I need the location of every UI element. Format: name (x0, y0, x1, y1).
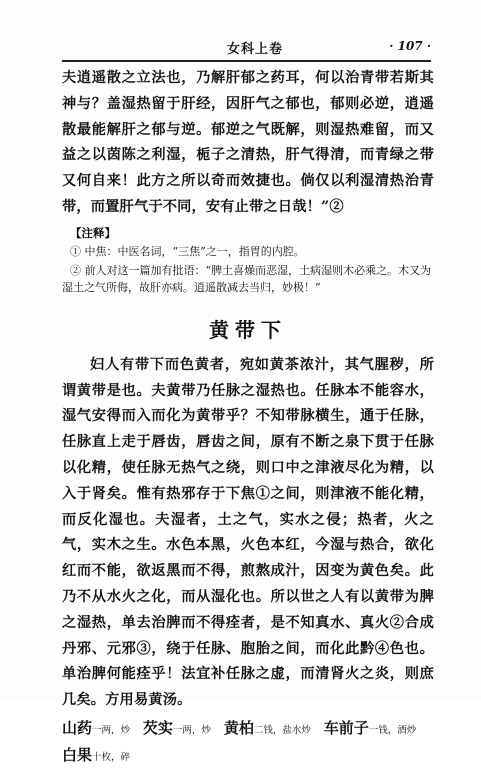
herb-dose: 二钱，盐水炒 (253, 724, 311, 736)
herb-dose: 一两，炒 (92, 724, 131, 736)
page-number: · 107 · (389, 39, 431, 53)
formula-list (62, 716, 434, 770)
formula-item (223, 718, 319, 737)
continuation-paragraph: 夫逍遥散之立法也，乃解肝郁之药耳，何以治青带若斯其神与？盖湿热留于肝经，因肝气之郁也，郁则必逆，逍遥散最能解肝之郁与逆。郁逆之气既解，则湿热难留，而又益之以茵陈之利湿，栀子之清热，肝气得清，而青绿之带又何自来！此方之所以奇而效捷也。倘仅以利湿清热治青带，而置肝气于不同，安有止带之日哉！”② (62, 70, 434, 215)
herb-name: 黄柏 (223, 718, 254, 737)
formula-item (142, 718, 219, 737)
page-header (62, 36, 431, 58)
notes-label: 【注释】 (70, 225, 116, 240)
page-body (62, 66, 434, 770)
herb-name: 芡实 (142, 718, 173, 737)
herb-name: 白果 (62, 745, 93, 764)
formula-item (62, 745, 138, 764)
herb-name: 山药 (62, 718, 93, 737)
section-paragraph: 妇人有带下而色黄者，宛如黄茶浓汁，其气腥秽，所谓黄带是也。夫黄带乃任脉之湿热也。任脉本不能容水，湿气安得而入而化为黄带乎？不知带脉横生，通于任脉，任脉直上走于唇齿，唇齿之间，原有不断之泉下贯于任脉以化精，使任脉无热气之绕，则口中之津液尽化为精，以入于肾矣。惟有热邪存于下焦①之间，则津液不能化精，而反化湿也。夫湿者，土之气，实水之侵；热者，火之气，实木之生。水色本黑，火色本红，今湿与热合，欲化红而不能，欲返黑而不得，煎熬成汁，因变为黄色矣。此乃不从水火之化，而从湿化也。所以世之人有以黄带为脾之湿热，单去治脾而不得痊者，是不知真水、真火②合成丹邪、元邪③，绕于任脉、胞胎之间，而化此黔④色也。单治脾何能痊乎！法宜补任脉之虚，而清肾火之炎，则庶几矣。方用易黄汤。 (62, 356, 434, 709)
herb-dose: 一钱，酒炒 (368, 724, 417, 736)
herb-dose: 十枚，碎 (92, 751, 131, 763)
note-1: ① 中焦：中医名词，“三焦”之一，指胃的内腔。 (70, 244, 305, 258)
herb-name: 车前子 (323, 718, 369, 737)
herb-dose: 一两，炒 (172, 724, 211, 736)
formula-item (62, 718, 138, 737)
note-2: ② 前人对这一篇加有批语：“脾土喜燥而恶湿，土病湿则木必乘之。木又为湿土之气所侮，故肝亦病。逍遥散减去当归，妙极！” (62, 263, 432, 294)
formula-item (323, 718, 425, 737)
section-title: 黄带下 (209, 317, 287, 342)
running-title: 女科上卷 (227, 42, 284, 57)
header-rule (62, 60, 431, 62)
